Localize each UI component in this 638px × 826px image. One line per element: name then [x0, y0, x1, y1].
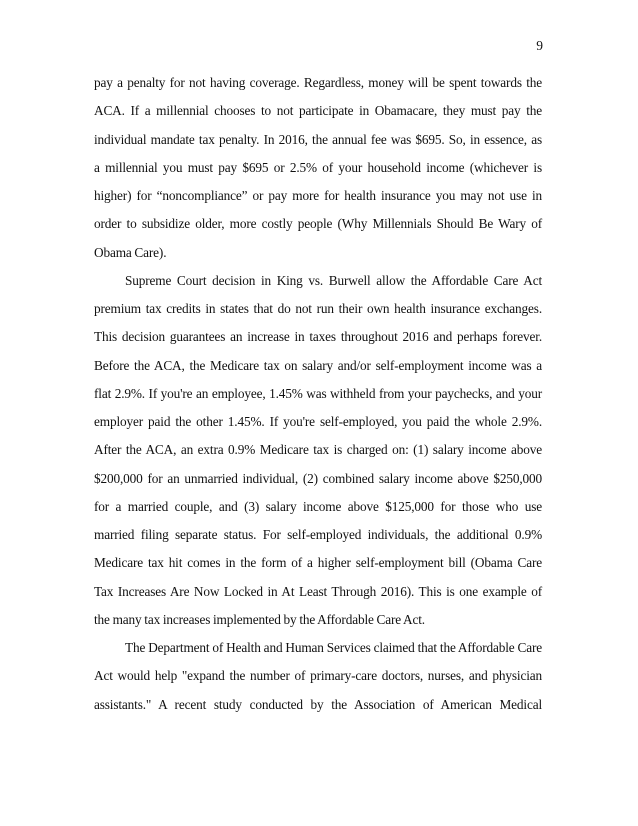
text-line: the many tax increases implemented by the Affordable Care Act. — [94, 611, 425, 627]
text-line: pay a penalty for not having coverage. Regardless, money will be spent towards the — [94, 75, 542, 90]
text-line: This decision guarantees an increase in taxes throughout 2016 and perhaps forever. — [94, 329, 542, 345]
text-line: individual mandate tax penalty. In 2016, the annual fee was $695. So, in essence, as — [94, 131, 542, 147]
body-text — [94, 69, 542, 719]
text-line: Before the ACA, the Medicare tax on salary and/or self-employment income was a — [94, 357, 542, 373]
text-line: higher) for “noncompliance” or pay more for health insurance you may not use in — [94, 188, 542, 203]
text-line: flat 2.9%. If you're an employee, 1.45% was withheld from your paychecks, and your — [94, 385, 542, 401]
text-line: employer paid the other 1.45%. If you're self-employed, you paid the whole 2.9%. — [94, 414, 542, 429]
text-line: $200,000 for an unmarried individual, (2) combined salary income above $250,000 — [94, 470, 542, 486]
text-line: Supreme Court decision in King vs. Burwell allow the Affordable Care Act — [125, 272, 542, 288]
text-line: Medicare tax hit comes in the form of a higher self-employment bill (Obama Care — [94, 555, 542, 571]
text-line: ACA. If a millennial chooses to not participate in Obamacare, they must pay the — [94, 103, 542, 119]
text-line: for a married couple, and (3) salary income above $125,000 for those who use — [94, 498, 542, 514]
text-line: assistants." A recent study conducted by the Association of American Medical — [94, 696, 542, 712]
page-number: 9 — [536, 38, 543, 53]
text-line: married filing separate status. For self-employed individuals, the additional 0.9% — [94, 527, 542, 542]
text-line: The Department of Health and Human Services claimed that the Affordable Care — [125, 640, 542, 655]
text-line: order to subsidize older, more costly people (Why Millennials Should Be Wary of — [94, 216, 542, 232]
text-line: Tax Increases Are Now Locked in At Least Through 2016). This is one example of — [94, 583, 542, 599]
text-line: premium tax credits in states that do not run their own health insurance exchanges. — [94, 301, 542, 316]
text-line: a millennial you must pay $695 or 2.5% of your household income (whichever is — [94, 159, 542, 175]
text-line: Act would help "expand the number of primary-care doctors, nurses, and physician — [94, 668, 542, 684]
text-line: Obama Care). — [94, 244, 167, 260]
text-line: After the ACA, an extra 0.9% Medicare tax is charged on: (1) salary income above — [94, 442, 542, 458]
